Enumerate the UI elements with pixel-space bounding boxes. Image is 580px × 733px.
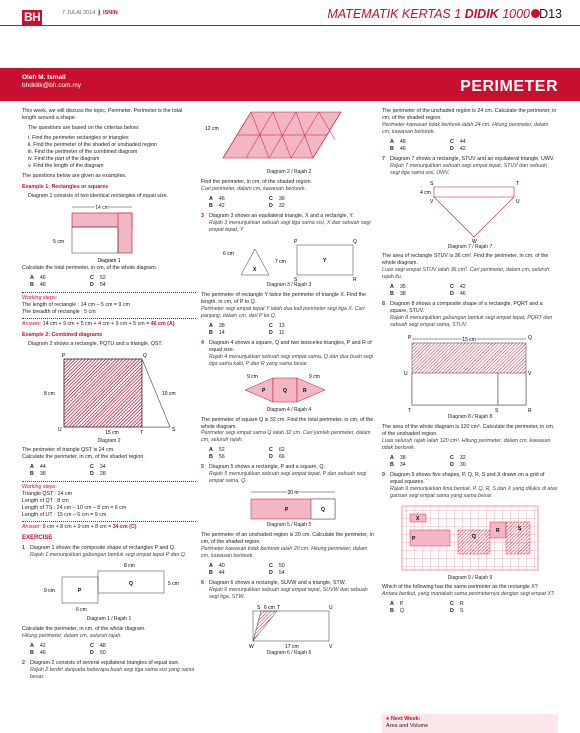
- question-9-ask: Which of the following has the same perimeter as the rectangle X? Antara berikut, yang manakah sama perimeternya dengan segi empat X?: [382, 584, 554, 598]
- question-6-diagram: [201, 603, 377, 649]
- question-6: 6 Diagram 6 shows a rectangle, SUVW and a triangle, STW. Rajah 6 menunjukkan sebuah segi empat tepat, SUVW dan sebuah segi tiga, STW.: [201, 579, 368, 600]
- diagram-caption: Diagram 6 / Rajah 6: [266, 649, 312, 656]
- vertex-label: S: [172, 426, 176, 433]
- answer-option: B 42: [209, 202, 225, 209]
- shape-label: P: [412, 535, 416, 542]
- diagram-caption: Diagram 3 / Rajah 3: [266, 282, 312, 289]
- answer-option: D 50: [90, 649, 106, 656]
- answer-option: C 48: [90, 642, 106, 649]
- working-step: Triangle QST : 24 cm: [22, 491, 73, 498]
- criteria-item: ii. Find the perimeter of the shaded or unshaded region: [28, 141, 157, 148]
- answer-option: D 54: [90, 281, 106, 288]
- shape-label: Q: [129, 581, 133, 587]
- dim-label: 15 cm: [462, 337, 476, 344]
- example-2-title: Example 2: Combined diagrams: [22, 331, 103, 338]
- dim-label: 5 cm: [53, 238, 64, 245]
- shape-label: P: [78, 588, 82, 594]
- answer-option: C R: [450, 601, 464, 608]
- answer-option: A 38: [390, 454, 406, 461]
- dim-label: 4 cm: [420, 189, 431, 196]
- answer-option: A 40: [209, 562, 225, 569]
- question-7-ask: The area of rectangle STUV is 36 cm². Find the perimeter, in cm, of the whole diagram. Luas segi empat STUV ialah 36 cm². Cari perimeter, dalam cm, seluruh rajah itu.: [382, 253, 550, 281]
- column-2: [201, 108, 377, 659]
- answer-option: B 34: [390, 461, 406, 468]
- vertex-label: P: [408, 335, 412, 342]
- example-1-question: Calculate the total perimeter, in cm, of the whole diagram.: [22, 264, 158, 271]
- diagram-caption: Diagram 2 / Rajah 2: [266, 169, 312, 175]
- example-2-desc: Diagram 2 shows a rectangle, PQTU and a triangle, QST.: [28, 340, 163, 347]
- question-9-options: [390, 601, 558, 615]
- answer-option: D 54: [269, 569, 285, 576]
- answer-option: D 42: [450, 145, 466, 152]
- answer-option: A 48: [390, 138, 406, 145]
- criteria-list: [28, 135, 196, 170]
- criteria-item: iv. Find the part of the diagram: [28, 155, 100, 162]
- dim-label: 10 cm: [162, 390, 176, 397]
- example-1-desc: Diagram 1 consists of two identical rectangles of equal size.: [28, 192, 169, 199]
- example-1-options: [30, 275, 196, 289]
- shape-label: R: [303, 387, 307, 394]
- answer-option: C 13: [269, 323, 285, 330]
- question-2: 2 Diagram 2 consists of several equilateral triangles of equal size. Rajah 2 terdiri daripada beberapa buah segi tiga sama sisi yang sama besar.: [22, 659, 195, 680]
- vertex-label: S: [495, 408, 499, 414]
- column-1: [22, 108, 196, 682]
- question-1-diagram: [22, 561, 196, 615]
- working-step: Length of UT : 15 cm – 6 cm = 9 cm: [22, 512, 107, 519]
- next-week-topic: Area and Volume: [386, 723, 429, 730]
- answer-option: C 62: [269, 447, 285, 454]
- question-6-ask: The perimeter of the unshaded region is 24 cm. Calculate the perimeter, in cm, of the shaded region. Perimeter kawasan tidak berlorek ialah 24 cm. Hitung perimeter, dalam cm, kawasan berlorek.: [382, 108, 557, 135]
- answer-option: B 38: [390, 291, 406, 298]
- answer-option: A 46: [209, 195, 225, 202]
- criteria-item: iii. Find the perimeter of the combined diagram: [28, 148, 138, 155]
- dim-label: 6 cm: [76, 607, 87, 613]
- dim-label: 14 cm: [95, 204, 109, 211]
- shape-label: Q: [472, 533, 476, 540]
- question-4: 4 Diagram 4 shows a square, Q and two isosceles triangles, P and R of equal size. Rajah 4 menunjukkan sebuah segi empat sama, Q dan dua buah segi tiga sama kaki, P dan R yang sama besar.: [201, 339, 374, 367]
- dim-label: 15 cm: [105, 429, 119, 436]
- answer-option: A 44: [30, 464, 46, 471]
- vertex-label: U: [404, 371, 408, 378]
- dim-label: 9 cm: [247, 373, 258, 380]
- answer-option: A P: [390, 601, 404, 608]
- question-3-ask: The perimeter of rectangle Y twice the perimeter of triangle X. Find the length, in cm, of P to Q. Perimeter segi empat tepat Y ialah dua kali perimeter segi tiga X. Cari panjang, dalam cm, dari P ke Q.: [201, 292, 366, 320]
- working-step: The breadth of rectangle : 5 cm: [22, 308, 96, 315]
- vertex-label: Q: [353, 239, 357, 246]
- working-step: The length of rectangle : 14 cm – 5 cm = 9 cm: [22, 301, 130, 308]
- question-7-diagram: [382, 179, 558, 243]
- criteria-intro: The questions are based on the criterias below:: [28, 124, 140, 131]
- vertex-label: P: [294, 239, 298, 246]
- page-title: PERIMETER: [460, 78, 558, 95]
- answer-option: B 46: [390, 145, 406, 152]
- diagram-caption: Diagram 7 / Rajah 7: [447, 243, 493, 250]
- vertex-label: W: [472, 238, 477, 243]
- working-steps-2: [22, 481, 196, 522]
- bh-logo: BH: [24, 10, 41, 24]
- intro-note: The questions below are given as examples.: [22, 172, 127, 179]
- answer-option: C 34: [90, 464, 106, 471]
- diagram-2: [22, 351, 196, 437]
- shape-label: P: [285, 507, 289, 514]
- author-block: Oleh M. Ismail bhdidik@bh.com.my: [22, 74, 81, 90]
- question-1-options: [30, 643, 196, 657]
- dim-label: 9 cm: [309, 373, 320, 380]
- vertex-label: T: [140, 429, 144, 436]
- answer-option: C 52: [90, 274, 106, 281]
- vertex-label: W: [249, 643, 254, 649]
- vertex-label: R: [353, 277, 357, 282]
- dim-label: 12 cm: [205, 126, 219, 132]
- author-email[interactable]: bhdidik@bh.com.my: [22, 82, 81, 90]
- dim-label: 6 cm: [264, 604, 275, 611]
- vertex-label: S: [257, 604, 261, 611]
- question-5-options: [209, 563, 377, 577]
- answer-option: D 11: [269, 330, 285, 336]
- diagram-caption: Diagram 1 / Rajah 1: [86, 616, 132, 622]
- question-2-diagram: [201, 108, 377, 168]
- answer-option: D 46: [450, 291, 466, 298]
- dim-label: 20 m: [287, 490, 299, 497]
- question-8-diagram: [382, 331, 558, 413]
- answer-option: B 56: [209, 454, 225, 461]
- question-5: 5 Diagram 5 shows a rectangle, P and a square, Q. Rajah 5 menunjukkan sebuah segi empat tepat, P dan sebuah segi empat sama, Q.: [201, 464, 367, 485]
- question-8-ask: The area of the whole diagram is 120 cm². Calculate the perimeter, in cm, of the unshaded region. Luas seluruh rajah ialah 120 cm². Hitung perimeter, dalam cm, kawasan tidak berlorek.: [382, 423, 555, 451]
- working-step: Length of QT : 8 cm: [22, 498, 69, 505]
- working-title: Working steps:: [22, 484, 58, 491]
- question-3: 3 Diagram 3 shows an equilateral triangle, X and a rectangle, Y. Rajah 3 menunjukkan sebuah segi tiga sama sisi, X dan sebuah segi empat tepat, Y: [201, 212, 371, 233]
- shape-label: X: [416, 515, 420, 522]
- page-number: D13: [539, 7, 562, 21]
- question-5-diagram: [201, 487, 377, 521]
- next-week-label: ● Next Week:: [386, 716, 421, 722]
- question-3-options: [209, 323, 377, 337]
- intro-text: This week, we will discuss the topic, Perimeter. Perimeter is the total length around a shape.: [22, 108, 183, 121]
- answer-option: B 38: [30, 471, 46, 478]
- vertex-label: S: [294, 277, 298, 282]
- vertex-label: T: [516, 180, 520, 187]
- shape-label: Q: [321, 507, 325, 514]
- question-9-diagram: [382, 502, 558, 574]
- answer-option: C 50: [269, 562, 285, 569]
- answer-option: C 44: [450, 138, 466, 145]
- dim-label: 5 cm: [168, 581, 179, 587]
- question-1-ask: Calculate the perimeter, in cm, of the whole diagram. Hitung perimeter, dalam cm, seluruh rajah.: [22, 625, 146, 639]
- dim-label: 9 cm: [44, 588, 55, 594]
- answer-option: A 46: [30, 274, 46, 281]
- diagram-caption: Diagram 1: [97, 257, 121, 264]
- answer-option: A 35: [390, 284, 406, 291]
- answer-option: D 66: [269, 454, 285, 461]
- question-5-ask: The perimeter of an unshaded region is 20 cm. Calculate the perimeter, in cm, of the shaded region. Perimeter kawasan tidak berlorek ialah 20 cm. Hitung perimeter, dalam cm, kawasan berlorek.: [201, 531, 374, 559]
- column-3: [382, 108, 558, 618]
- vertex-label: T: [277, 604, 281, 611]
- answer-option: D 32: [269, 202, 285, 209]
- answer-option: D 28: [90, 471, 106, 478]
- shape-label: X: [253, 267, 257, 274]
- vertex-label: V: [528, 371, 532, 378]
- answer-1: Answer: 14 cm + 9 cm + 5 cm + 4 cm + 9 cm + 5 cm = 46 cm (A): [22, 320, 175, 327]
- question-2-ask: Find the perimeter, in cm, of the shaded region. Cari perimeter, dalam cm, kawasan berlorek.: [201, 178, 313, 192]
- working-title: Working steps:: [22, 294, 58, 301]
- answer-option: B Q: [390, 608, 404, 615]
- diagram-caption: Diagram 8 / Rajah 8: [447, 414, 493, 421]
- working-steps-1: [22, 292, 196, 319]
- vertex-label: U: [516, 198, 520, 205]
- vertex-label: V: [430, 198, 434, 205]
- question-1: 1 Diagram 1 shows the composite shape of rectangles P and Q. Rajah 1 menunjukkan gabungan bentuk segi empat tepat P dan Q.: [22, 545, 187, 559]
- question-3-diagram: [201, 235, 377, 281]
- diagram-caption: Diagram 9 / Rajah 9: [447, 574, 493, 581]
- shape-label: P: [262, 387, 266, 394]
- answer-option: C 32: [450, 454, 466, 461]
- diagram-caption: Diagram 4 / Rajah 4: [266, 406, 312, 413]
- shape-label: Y: [323, 258, 327, 265]
- diagram-caption: Diagram 2: [97, 437, 121, 444]
- answer-option: B 44: [209, 569, 225, 576]
- shape-label: R: [496, 527, 500, 534]
- vertex-label: Q: [528, 335, 532, 342]
- question-8: 8 Diagram 8 shows a composite shape of a rectangle, PQRT and a square, STUV. Rajah 8 menunjukkan gabungan bentuk segi empat tepat, PQRT dan sebuah segi empat sama, STUV.: [382, 301, 553, 329]
- diagram-caption: Diagram 5 / Rajah 5: [266, 522, 312, 529]
- vertex-label: U: [58, 426, 62, 433]
- vertex-label: T: [408, 408, 412, 414]
- criteria-item: v. Find the length of the diagram: [28, 162, 104, 169]
- question-8-options: [390, 455, 558, 469]
- section-title: MATEMATIK KERTAS 1 DIDIK 1000: [327, 7, 530, 21]
- answer-option: D 30: [450, 461, 466, 468]
- example-1-title: Example 1: Rectangles or squares: [22, 183, 109, 190]
- issue-date: 7 JULAI 2014 ❙ ISNIN: [62, 10, 118, 16]
- vertex-label: U: [329, 604, 333, 611]
- answer-option: A 38: [209, 323, 225, 330]
- question-9: 9 Diagram 9 shows five shapes, P, Q, R, S and X drawn on a grid of equal squares. Rajah 9 menunjukkan lima bentuk, P, Q, R, S dan X yang dilukis di atas garisan segi empat sama yang sama besar.: [382, 471, 558, 499]
- dim-label: 8 cm: [124, 563, 135, 569]
- vertex-label: R: [528, 408, 532, 414]
- answer-option: B 14: [209, 330, 225, 336]
- answer-option: A 42: [30, 642, 46, 649]
- answer-option: A 52: [209, 447, 225, 454]
- dim-label: 7 cm: [275, 259, 286, 266]
- vertex-label: Q: [143, 352, 147, 359]
- example-2-options: [30, 464, 196, 478]
- shape-label: S: [518, 525, 522, 532]
- example-2-question: The perimeter of triangle QST is 24 cm. Calculate the perimeter, in cm, of the shaded region.: [22, 447, 145, 461]
- vertex-label: P: [62, 352, 66, 359]
- vertex-label: S: [430, 180, 434, 187]
- exercise-title: EXERCISE: [22, 535, 53, 542]
- working-step: Length of TS : 24 cm – 10 cm – 8 cm = 6 cm: [22, 505, 127, 512]
- vertex-label: V: [329, 643, 333, 649]
- answer-2: Answer: 9 cm + 8 cm + 9 cm + 8 cm = 34 cm (C): [22, 524, 137, 531]
- criteria-item: i. Find the perimeter rectangles or triangles: [28, 134, 129, 141]
- question-7: 7 Diagram 7 shows a rectangle, STUV and an equilateral triangle, UWV. Rajah 7 menunjukkan sebuah segi empat tepat, STUV dan sebuah segi tiga sama sisi, UWV.: [382, 155, 555, 176]
- question-7-options: [390, 284, 558, 298]
- answer-option: C 36: [269, 195, 285, 202]
- dim-label: 17 cm: [285, 643, 299, 649]
- page-header: [0, 0, 580, 26]
- answer-option: B 46: [30, 649, 46, 656]
- shape-label: Q: [283, 387, 287, 394]
- question-2-options: [209, 196, 377, 210]
- dim-label: 8 cm: [44, 390, 55, 397]
- dim-label: 6 cm: [223, 251, 234, 258]
- diagram-1: [22, 203, 196, 265]
- question-4-ask: The perimeter of square Q is 32 cm. Find the total perimeter, in cm, of the whole diagram. Perimeter segi empat sama Q ialah 32 cm. Cari jumlah perimeter, dalam cm, seluruh rajah.: [201, 416, 374, 444]
- answer-option: D S: [450, 608, 464, 615]
- answer-option: B 48: [30, 281, 46, 288]
- question-4-options: [209, 447, 377, 461]
- answer-option: C 42: [450, 284, 466, 291]
- question-6-options: [390, 139, 558, 153]
- next-week-box: [382, 714, 558, 733]
- question-4-diagram: [201, 370, 377, 406]
